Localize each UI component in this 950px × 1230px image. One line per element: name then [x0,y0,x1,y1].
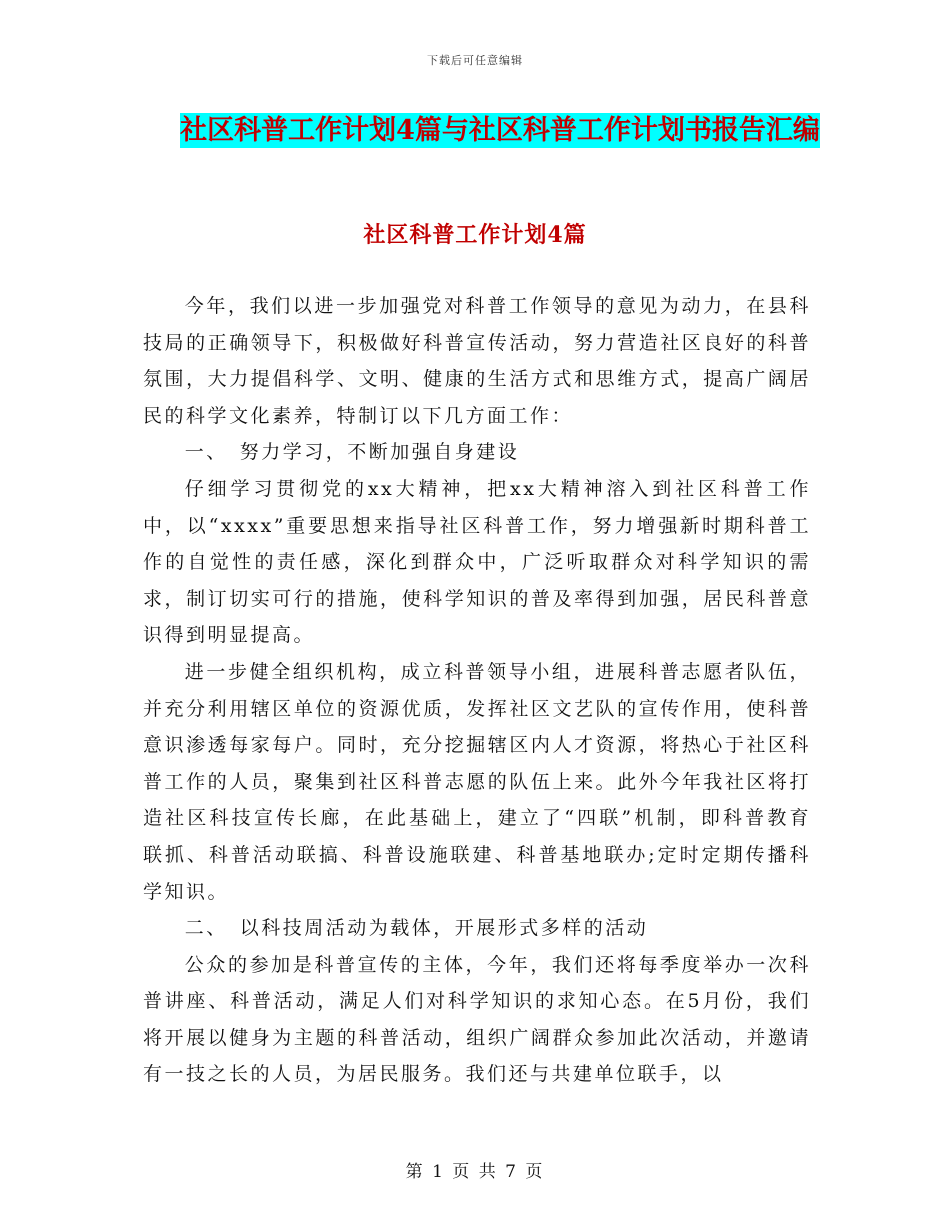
page-number: 第 1 页 共 7 页 [405,1162,545,1182]
section-heading-1: 一、 努力学习，不断加强自身建设 [184,441,520,464]
paragraph-study: 仔细学习贯彻党的xx大精神，把xx大精神溶入到社区科普工作中，以“xxxx”重要思想来指导社区科普工作，努力增强新时期科普工作的自觉性的责任感，深化到群众中，广泛听取群众对科学知识的需求，制订切实可行的措施，使科学知识的普及率得到加强，居民科普意识得到明显提高。 [143,477,811,647]
paragraph-activities: 公众的参加是科普宣传的主体，今年，我们还将每季度举办一次科普讲座、科普活动，满足人们对科学知识的求知心态。在5月份，我们将开展以健身为主题的科普活动，组织广阔群众参加此次活动，并邀请有一技之长的人员，为居民服务。我们还与共建单位联手，以 [143,953,811,1086]
header-note: 下载后可任意编辑 [427,54,523,67]
document-body [143,288,811,1093]
section-title: 社区科普工作计划4篇 [363,222,587,248]
paragraph-intro: 今年，我们以进一步加强党对科普工作领导的意见为动力，在县科技局的正确领导下，积极做好科普宣传活动，努力营造社区良好的科普氛围，大力提倡科学、文明、健康的生活方式和思维方式，提高广阔居民的科学文化素养，特制订以下几方面工作： [143,295,811,427]
document-title [160,108,840,154]
section-heading-2: 二、 以科技周活动为载体，开展形式多样的活动 [184,917,649,940]
paragraph-organization: 进一步健全组织机构，成立科普领导小组，进展科普志愿者队伍，并充分利用辖区单位的资源优质，发挥社区文艺队的宣传作用，使科普意识渗透每家每户。同时，充分挖掘辖区内人才资源，将热心于社区科普工作的人员，聚集到社区科普志愿的队伍上来。此外今年我社区将打造社区科技宣传长廊，在此基础上，建立了“四联”机制，即科普教育联抓、科普活动联搞、科普设施联建、科普基地联办;定时定期传播科学知识。 [143,660,811,903]
document-title-text: 社区科普工作计划4篇与社区科普工作计划书报告汇编 [180,115,820,146]
